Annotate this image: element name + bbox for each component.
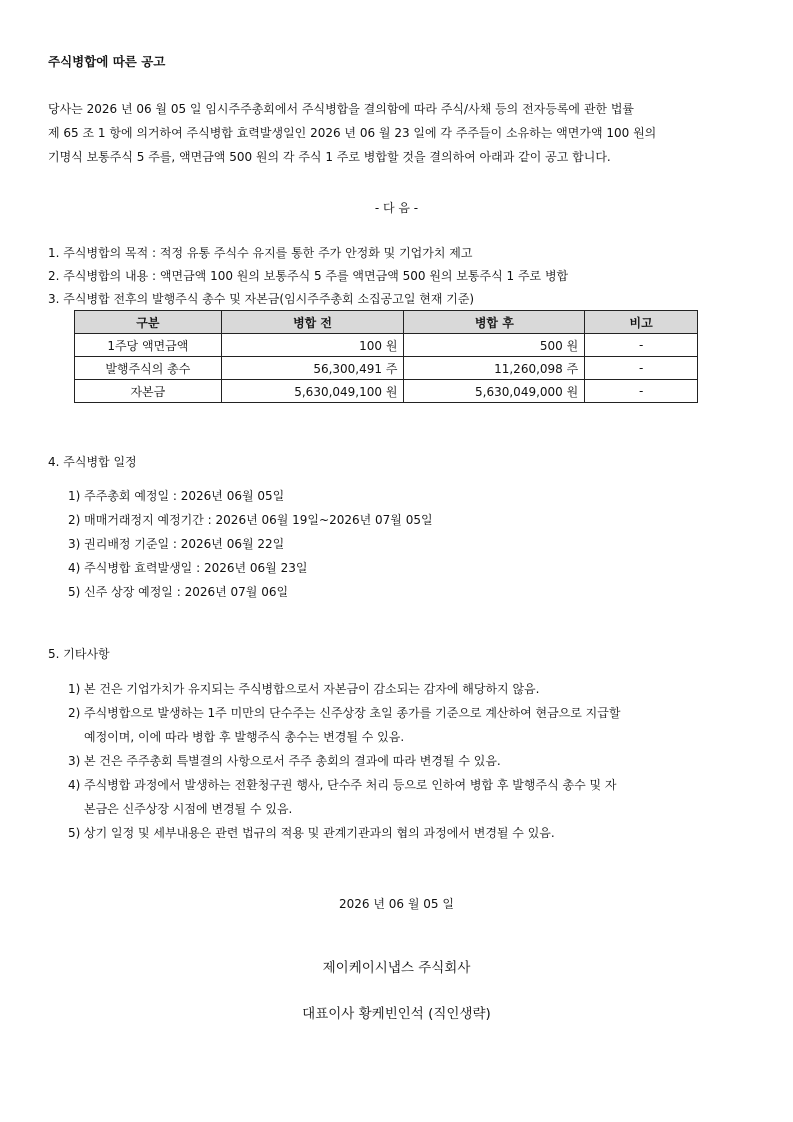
intro-line: 기명식 보통주식 5 주를, 액면금액 500 원의 각 주식 1 주로 병합할 것을 결의하여 아래과 같이 공고 합니다. bbox=[48, 150, 611, 164]
item-purpose: 1. 주식병합의 목적 : 적정 유통 주식수 유지를 통한 주가 안정화 및 기업가치 제고 bbox=[48, 246, 473, 260]
etc-line: 예정이며, 이에 따라 병합 후 발행주식 총수는 변경될 수 있음. bbox=[84, 730, 405, 744]
company-name: 제이케이시냅스 주식회사 bbox=[322, 960, 471, 976]
table-cell: 11,260,098 주 bbox=[404, 357, 585, 380]
schedule-item: 1) 주주총회 예정일 : 2026년 06월 05일 bbox=[68, 489, 285, 503]
etc-item-text bbox=[84, 773, 748, 821]
schedule-item: 5) 신주 상장 예정일 : 2026년 07월 06일 bbox=[68, 585, 289, 599]
etc-item-number: 3) bbox=[68, 754, 81, 768]
etc-line: 주식병합 과정에서 발생하는 전환청구권 행사, 단수주 처리 등으로 인하여 병합 후 발행주식 총수 및 자 bbox=[84, 778, 617, 792]
schedule-item: 3) 권리배정 기준일 : 2026년 06월 22일 bbox=[68, 537, 285, 551]
table-row bbox=[75, 334, 698, 357]
table-cell: 1주당 액면금액 bbox=[75, 334, 222, 357]
ceo-signature: 대표이사 황케빈인석 (직인생략) bbox=[302, 1006, 491, 1022]
schedule-heading: 4. 주식병합 일정 bbox=[48, 455, 137, 469]
table-header: 구분 bbox=[75, 311, 222, 334]
schedule-item: 4) 주식병합 효력발생일 : 2026년 06월 23일 bbox=[68, 561, 308, 575]
table-header: 병합 전 bbox=[221, 311, 404, 334]
etc-item-text bbox=[84, 677, 748, 701]
etc-line: 본 건은 주주총회 특별결의 사항으로서 주주 총회의 결과에 따라 변경될 수 있음. bbox=[84, 754, 501, 768]
etc-item-number: 5) bbox=[68, 826, 81, 840]
schedule-item: 2) 매매거래정지 예정기간 : 2026년 06월 19일~2026년 07월 05일 bbox=[68, 513, 433, 527]
table-cell: - bbox=[585, 334, 698, 357]
intro-line: 제 65 조 1 항에 의거하여 주식병합 효력발생일인 2026 년 06 월 23 일에 각 주주들이 소유하는 액면가액 100 원의 bbox=[48, 126, 657, 140]
etc-item-number: 2) bbox=[68, 706, 81, 720]
table-row bbox=[75, 357, 698, 380]
etc-item-text bbox=[84, 749, 748, 773]
etc-item-text bbox=[84, 821, 748, 845]
etc-line: 상기 일정 및 세부내용은 관련 법규의 적용 및 관계기관과의 협의 과정에서 변경될 수 있음. bbox=[84, 826, 555, 840]
etc-line: 주식병합으로 발생하는 1주 미만의 단수주는 신주상장 초일 종가를 기준으로 계산하여 현금으로 지급할 bbox=[84, 706, 621, 720]
table-cell: 5,630,049,000 원 bbox=[404, 380, 585, 403]
item-content: 2. 주식병합의 내용 : 액면금액 100 원의 보통주식 5 주를 액면금액 500 원의 보통주식 1 주로 병합 bbox=[48, 269, 569, 283]
etc-item-text bbox=[84, 701, 748, 749]
table-cell: 5,630,049,100 원 bbox=[221, 380, 404, 403]
table-cell: 56,300,491 주 bbox=[221, 357, 404, 380]
table-header-row bbox=[75, 311, 698, 334]
table-header: 병합 후 bbox=[404, 311, 585, 334]
intro-line: 당사는 2026 년 06 월 05 일 임시주주총회에서 주식병합을 결의함에 따라 주식/사채 등의 전자등록에 관한 법률 bbox=[48, 102, 635, 116]
table-cell: - bbox=[585, 380, 698, 403]
table-cell: 500 원 bbox=[404, 334, 585, 357]
table-cell: - bbox=[585, 357, 698, 380]
etc-line: 본 건은 기업가치가 유지되는 주식병합으로서 자본금이 감소되는 감자에 해당하지 않음. bbox=[84, 682, 540, 696]
table-cell: 자본금 bbox=[75, 380, 222, 403]
notice-date: 2026 년 06 월 05 일 bbox=[339, 897, 454, 911]
etc-line: 본금은 신주상장 시점에 변경될 수 있음. bbox=[84, 802, 293, 816]
etc-heading: 5. 기타사항 bbox=[48, 647, 110, 661]
notice-heading: - 다 음 - bbox=[374, 201, 419, 215]
shares-table bbox=[74, 310, 698, 403]
table-header: 비고 bbox=[585, 311, 698, 334]
document-title: 주식병합에 따른 공고 bbox=[48, 54, 166, 69]
etc-item-number: 1) bbox=[68, 682, 81, 696]
table-cell: 100 원 bbox=[221, 334, 404, 357]
intro-paragraph bbox=[48, 97, 748, 169]
table-row bbox=[75, 380, 698, 403]
item-shares-capital: 3. 주식병합 전후의 발행주식 총수 및 자본금(임시주주총회 소집공고일 현재 기준) bbox=[48, 292, 475, 306]
table-cell: 발행주식의 총수 bbox=[75, 357, 222, 380]
etc-item-number: 4) bbox=[68, 778, 81, 792]
